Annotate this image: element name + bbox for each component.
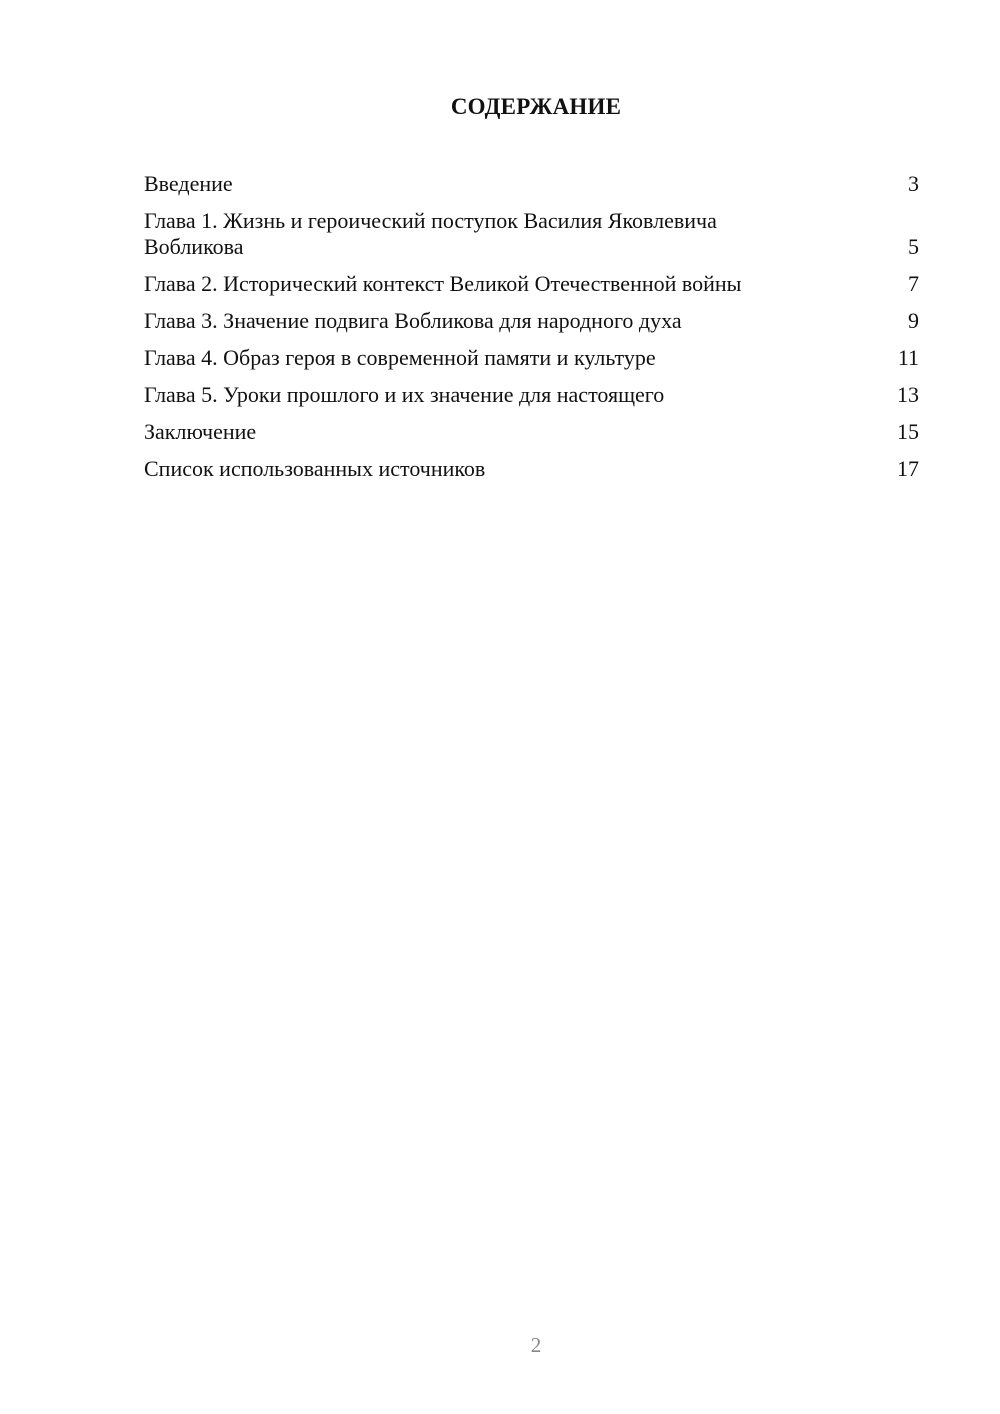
toc-entry-page: 9 xyxy=(908,308,919,333)
toc-entry-title: Введение xyxy=(144,171,233,196)
toc-entry-page: 15 xyxy=(897,419,919,444)
toc-entry-title: Список использованных источников xyxy=(144,456,486,481)
toc-entry-chapter-2[interactable] xyxy=(144,271,919,297)
toc-entry-page: 7 xyxy=(908,271,919,296)
toc-entry-conclusion[interactable] xyxy=(144,419,919,445)
toc-entry-title: Глава 5. Уроки прошлого и их значение для настоящего xyxy=(144,382,665,407)
toc-entry-chapter-5[interactable] xyxy=(144,382,919,408)
toc-entry-references[interactable] xyxy=(144,456,919,482)
toc-entry-page: 17 xyxy=(897,456,919,481)
toc-entry-chapter-3[interactable] xyxy=(144,308,919,334)
page-title: СОДЕРЖАНИЕ xyxy=(450,94,622,119)
page-number: 2 xyxy=(530,1333,542,1357)
toc-entry-title: Глава 3. Значение подвига Вобликова для народного духа xyxy=(144,308,682,333)
toc-entry-page: 13 xyxy=(897,382,919,407)
toc-entry-title: Глава 1. Жизнь и героический поступок Василия Яковлевича Вобликова xyxy=(144,208,717,259)
toc-entry-title: Заключение xyxy=(144,419,257,444)
toc-entry-introduction[interactable] xyxy=(144,171,919,197)
toc-entry-title: Глава 2. Исторический контекст Великой Отечественной войны xyxy=(144,271,742,296)
toc-entry-chapter-4[interactable] xyxy=(144,345,919,371)
toc-entry-page: 5 xyxy=(908,234,919,259)
toc-entry-page: 11 xyxy=(897,345,919,370)
table-of-contents xyxy=(144,171,919,493)
toc-entry-title: Глава 4. Образ героя в современной памяти и культуре xyxy=(144,345,656,370)
toc-entry-page: 3 xyxy=(908,171,919,196)
toc-entry-chapter-1[interactable] xyxy=(144,208,919,260)
